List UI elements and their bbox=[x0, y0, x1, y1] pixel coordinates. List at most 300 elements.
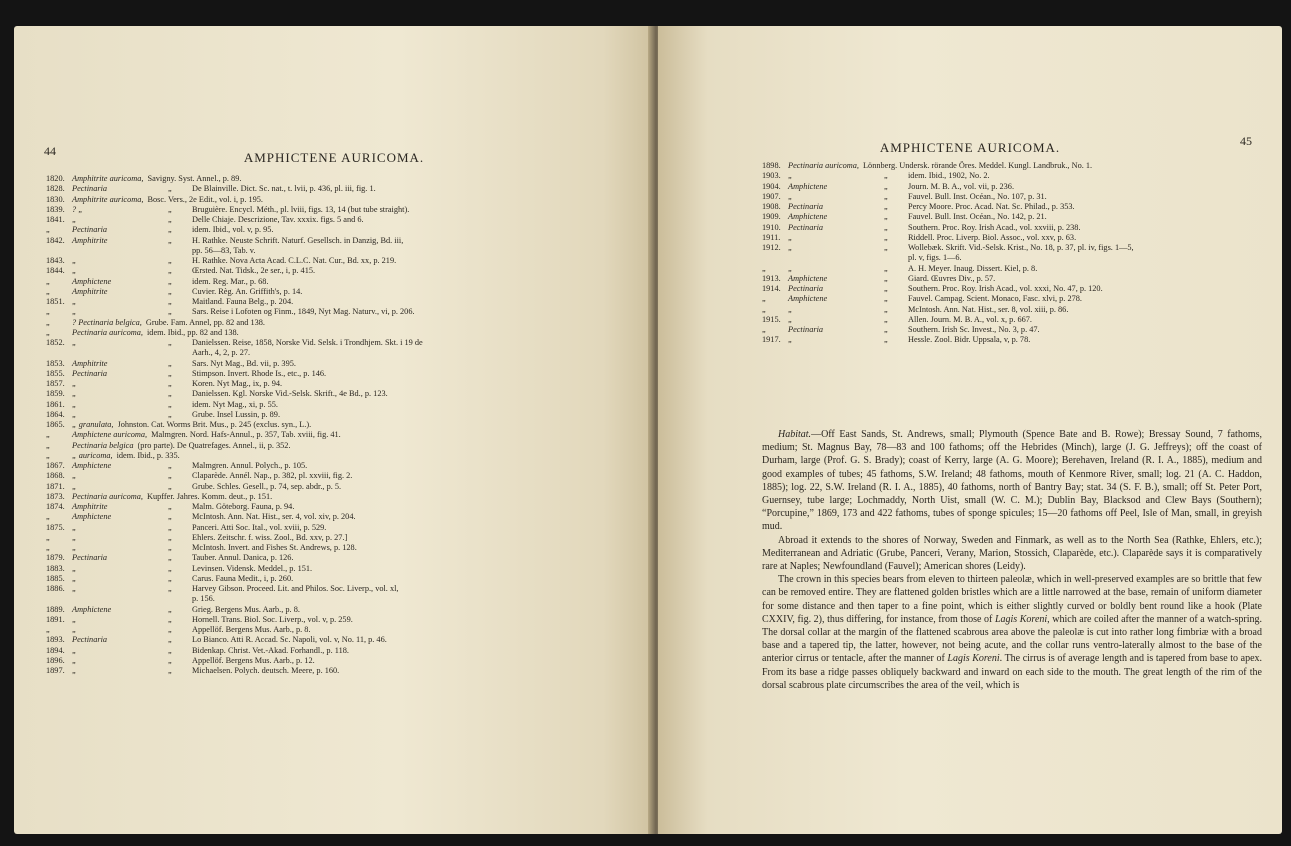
bib-genus: Amphictene bbox=[72, 461, 112, 470]
bib-entry bbox=[46, 266, 611, 276]
bib-entry bbox=[46, 184, 611, 194]
bib-reference: Grube. Fam. Annel, pp. 82 and 138. bbox=[145, 317, 265, 327]
bib-year: 1857. bbox=[46, 379, 65, 388]
bib-entry bbox=[46, 287, 611, 297]
bib-genus: Pectinaria bbox=[788, 325, 824, 334]
bib-genus: „ bbox=[788, 243, 793, 252]
bib-reference: Bosc. Vers., 2e Edit., vol. i, p. 195. bbox=[147, 194, 263, 204]
bib-entry bbox=[46, 584, 611, 594]
bib-year: 1842. bbox=[46, 235, 65, 245]
bib-ditto: „ bbox=[884, 284, 888, 293]
bib-ditto: „ bbox=[168, 307, 172, 317]
bib-reference: idem. Ibid., pp. 82 and 138. bbox=[146, 327, 239, 337]
bib-year: 1843. bbox=[46, 256, 65, 265]
bib-genus: Amphictene bbox=[72, 604, 112, 614]
bib-genus: Pectinaria bbox=[72, 368, 108, 378]
bib-year: „ bbox=[46, 450, 50, 460]
bib-reference: idem. Reg. Mar., p. 68. bbox=[192, 276, 269, 286]
bib-year: 1904. bbox=[762, 181, 781, 191]
bib-year: 1874. bbox=[46, 502, 65, 511]
bib-ditto: „ bbox=[884, 222, 888, 232]
bib-ditto: „ bbox=[168, 563, 172, 573]
bib-ditto: „ bbox=[168, 635, 172, 645]
bib-reference: Hessle. Zool. Bidr. Uppsala, v, p. 78. bbox=[908, 335, 1031, 345]
bib-reference: Lo Bianco. Atti R. Accad. Sc. Napoli, vol. v, No. 11, p. 46. bbox=[192, 635, 387, 645]
bib-entry bbox=[46, 420, 611, 430]
bib-ditto: „ bbox=[884, 212, 888, 222]
bib-year: 1868. bbox=[46, 471, 65, 481]
bib-year: 1828. bbox=[46, 184, 65, 194]
bib-reference: Malmgren. Nord. Hafs-Annul., p. 357, Tab. xviii, fig. 41. bbox=[151, 430, 341, 440]
bib-year: „ bbox=[46, 440, 50, 450]
bib-entry-continuation: pp. 56—83, Tab. v. bbox=[192, 245, 256, 255]
bib-genus: Amphitrite auricoma, bbox=[72, 174, 144, 183]
bib-ditto: „ bbox=[168, 286, 172, 296]
bib-entry bbox=[46, 615, 611, 625]
bib-entry bbox=[46, 635, 611, 645]
bib-genus: Amphictene bbox=[72, 276, 112, 286]
bib-ditto: „ bbox=[168, 614, 172, 624]
bib-reference: Danielssen. Reise, 1858, Norske Vid. Selsk. i Trondhjem. Skt. i 19 de bbox=[192, 338, 423, 347]
bib-ditto: „ bbox=[168, 204, 172, 214]
bib-ditto: „ bbox=[884, 181, 888, 191]
bib-year: 1841. bbox=[46, 215, 65, 224]
bib-genus: „ bbox=[72, 655, 77, 665]
bib-reference: Harvey Gibson. Proceed. Lit. and Philos. Soc. Liverp., vol. xl, bbox=[192, 584, 399, 593]
bib-year: 1883. bbox=[46, 563, 65, 573]
bib-genus: „ bbox=[72, 522, 77, 532]
bib-genus: „ bbox=[788, 191, 793, 201]
bib-genus: „ bbox=[72, 338, 77, 347]
bib-ditto: „ bbox=[168, 502, 172, 511]
bib-year: „ bbox=[762, 294, 766, 304]
bib-genus: Amphictene bbox=[72, 512, 112, 522]
bib-entry bbox=[46, 656, 611, 666]
bib-ditto: „ bbox=[168, 297, 172, 306]
bib-year: „ bbox=[46, 286, 50, 296]
bib-reference: Maitland. Fauna Belg., p. 204. bbox=[192, 297, 294, 306]
bib-entry bbox=[46, 195, 611, 205]
bib-genus: „ bbox=[72, 666, 77, 675]
bib-year: „ bbox=[46, 317, 50, 327]
bib-ditto: „ bbox=[884, 263, 888, 273]
bib-entry bbox=[46, 328, 611, 338]
bib-year: 1830. bbox=[46, 194, 65, 204]
bib-reference: Malm. Göteborg. Fauna, p. 94. bbox=[192, 502, 295, 511]
bib-genus: Amphitrite bbox=[72, 286, 108, 296]
bib-year: 1879. bbox=[46, 553, 65, 563]
bib-year: 1844. bbox=[46, 266, 65, 276]
bib-ditto: „ bbox=[168, 215, 172, 224]
bib-year: 1889. bbox=[46, 604, 65, 614]
bib-ditto: „ bbox=[884, 202, 888, 211]
bib-genus: „ bbox=[788, 171, 793, 181]
bib-year: 1875. bbox=[46, 522, 65, 532]
bib-entry bbox=[762, 264, 1262, 274]
bib-reference: Fauvel. Campag. Scient. Monaco, Fasc. xlvi, p. 278. bbox=[908, 294, 1082, 304]
bib-ditto: „ bbox=[168, 184, 172, 194]
habitat-paragraph bbox=[762, 428, 1262, 534]
bib-genus: „ bbox=[72, 215, 77, 224]
bib-year: 1886. bbox=[46, 584, 65, 593]
bib-genus: „ bbox=[72, 645, 77, 655]
bib-entry bbox=[762, 192, 1262, 202]
bib-year: „ bbox=[762, 325, 766, 334]
bib-reference: Kupffer. Jahres. Komm. deut., p. 151. bbox=[146, 491, 273, 501]
bib-ditto: „ bbox=[168, 481, 172, 491]
bib-ditto: „ bbox=[168, 389, 172, 399]
bib-ditto: „ bbox=[168, 471, 172, 481]
bib-year: „ bbox=[762, 263, 766, 273]
bib-genus: Amphitrite bbox=[72, 235, 108, 245]
bib-year: 1898. bbox=[762, 161, 781, 170]
bib-ditto: „ bbox=[168, 266, 172, 276]
bib-entry-continuation: Aarh., 4, 2, p. 27. bbox=[192, 348, 251, 358]
bib-genus: Pectinaria belgica bbox=[72, 440, 134, 450]
bib-reference: H. Rathke. Nova Acta Acad. C.L.C. Nat. Cur., Bd. xx, p. 219. bbox=[192, 256, 397, 265]
bib-entry bbox=[46, 502, 611, 512]
bib-ditto: „ bbox=[168, 379, 172, 388]
bib-reference: Sars. Nyt Mag., Bd. vii, p. 395. bbox=[192, 358, 296, 368]
bib-reference: Ehlers. Zeitschr. f. wiss. Zool., Bd. xxv, p. 27.] bbox=[192, 532, 348, 542]
bib-ditto: „ bbox=[168, 256, 172, 265]
bib-genus: „ granulata, bbox=[72, 420, 114, 429]
bib-genus: „ bbox=[788, 314, 793, 324]
bib-year: 1910. bbox=[762, 222, 781, 232]
bib-ditto: „ bbox=[884, 294, 888, 304]
bib-genus: Pectinaria bbox=[72, 225, 108, 235]
bib-genus: Amphictene auricoma, bbox=[72, 430, 148, 440]
species-name: Lagis Koreni bbox=[947, 653, 1000, 665]
bib-reference: De Blainville. Dict. Sc. nat., t. lvii, p. 436, pl. iii, fig. 1. bbox=[192, 184, 376, 194]
bib-entry bbox=[46, 451, 611, 461]
bib-entry bbox=[46, 389, 611, 399]
bib-reference: Allen. Journ. M. B. A., vol. x, p. 667. bbox=[908, 314, 1032, 324]
bib-year: 1897. bbox=[46, 666, 65, 675]
bib-reference: (pro parte). De Quatrefages. Annel., ii, p. 352. bbox=[137, 440, 291, 450]
bib-reference: idem. Ibid., 1902, No. 2. bbox=[908, 171, 990, 181]
running-head: AMPHICTENE AURICOMA. bbox=[879, 140, 1061, 155]
bib-genus: ? „ bbox=[72, 204, 83, 214]
bib-ditto: „ bbox=[884, 243, 888, 252]
bib-ditto: „ bbox=[884, 191, 888, 201]
bib-genus: „ bbox=[72, 379, 77, 388]
bib-genus: „ bbox=[72, 481, 77, 491]
bib-ditto: „ bbox=[168, 543, 172, 552]
bib-entry bbox=[46, 543, 611, 553]
bib-year: 1855. bbox=[46, 368, 65, 378]
bib-year: 1864. bbox=[46, 409, 65, 419]
bib-entry bbox=[762, 212, 1262, 222]
bib-genus: Pectinaria bbox=[788, 222, 824, 232]
bib-genus: Amphictene bbox=[788, 294, 828, 304]
bib-reference: Johnston. Cat. Worms Brit. Mus., p. 245 (exclus. syn., L.). bbox=[117, 420, 312, 429]
bib-entry bbox=[762, 182, 1262, 192]
bib-entry bbox=[46, 605, 611, 615]
description-text: , which are coiled after the manner of a watch-spring. The dorsal collar at the margin of the flattened scabrous area above the paleolæ is cut into rather long fimbriæ with a broad base and a tapered tip, the latter, however, not being acute, and the collar runs ventro-laterally almost to the base of the anterior cirrus or tentacle, after the manner of bbox=[762, 613, 1263, 665]
bib-entry bbox=[46, 369, 611, 379]
bib-entry bbox=[46, 441, 611, 451]
bib-year: 1896. bbox=[46, 655, 65, 665]
bib-entry bbox=[46, 205, 611, 215]
bib-reference: Malmgren. Annul. Polych., p. 105. bbox=[192, 461, 308, 470]
bib-entry bbox=[46, 533, 611, 543]
bib-genus: Pectinaria bbox=[788, 284, 824, 293]
bib-year: 1908. bbox=[762, 202, 781, 211]
bib-year: „ bbox=[46, 307, 50, 317]
bib-ditto: „ bbox=[168, 532, 172, 542]
bib-genus: Amphitrite bbox=[72, 502, 108, 511]
bib-year: 1907. bbox=[762, 191, 781, 201]
bib-genus: „ bbox=[72, 409, 77, 419]
right-page bbox=[658, 26, 1282, 834]
page-number: 45 bbox=[1240, 134, 1252, 148]
bib-reference: Southern. Proc. Roy. Irish Acad., vol. xxviii, p. 238. bbox=[908, 222, 1081, 232]
bib-ditto: „ bbox=[168, 584, 172, 593]
species-name: Lagis Koreni bbox=[994, 613, 1048, 625]
bib-entry bbox=[762, 223, 1262, 233]
bib-entry-continuation: p. 156. bbox=[192, 594, 215, 604]
bib-genus: „ bbox=[72, 532, 77, 542]
bib-ditto: „ bbox=[168, 522, 172, 532]
bib-entry bbox=[46, 523, 611, 533]
bib-entry bbox=[762, 243, 1262, 253]
bib-ditto: „ bbox=[884, 273, 888, 283]
bib-ditto: „ bbox=[168, 338, 172, 347]
bib-year: 1912. bbox=[762, 243, 781, 252]
bib-ditto: „ bbox=[168, 461, 172, 470]
habitat-label: Habitat. bbox=[778, 429, 812, 440]
bib-genus: „ bbox=[72, 471, 77, 481]
bib-genus: „ bbox=[72, 307, 77, 317]
bib-entry bbox=[46, 307, 611, 317]
bib-reference: Grube. Schles. Gesell., p. 74, sep. abdr., p. 5. bbox=[192, 481, 342, 491]
bib-genus: „ bbox=[72, 543, 77, 552]
bib-entry bbox=[46, 482, 611, 492]
distribution-paragraph: Abroad it extends to the shores of Norway, Sweden and Finmark, as well as to the North Sea (Rathke, Ehlers, etc.); Mediterranean and Adriatic (Grube, Panceri, Verany, Marion, Stossich, Claparède, etc.). Claparède says it is comparatively rare at Naples; Newfoundland (Fauvel); American shores (Leidy). bbox=[762, 534, 1262, 573]
bib-genus: „ bbox=[72, 389, 77, 399]
bib-year: „ bbox=[46, 543, 50, 552]
bib-entry bbox=[46, 564, 611, 574]
bib-entry bbox=[46, 297, 611, 307]
bib-year: 1865. bbox=[46, 420, 65, 429]
bib-ditto: „ bbox=[884, 171, 888, 181]
bib-year: 1873. bbox=[46, 491, 65, 501]
bib-entry bbox=[46, 512, 611, 522]
bib-year: „ bbox=[46, 532, 50, 542]
bib-reference: Riddell. Proc. Liverp. Biol. Assoc., vol. xxv, p. 63. bbox=[908, 232, 1077, 242]
bib-year: „ bbox=[762, 304, 766, 314]
bib-reference: Lönnberg. Undersk. rörande Öres. Meddel. Kungl. Landbruk., No. 1. bbox=[862, 161, 1093, 170]
bib-year: 1913. bbox=[762, 273, 781, 283]
bib-entry bbox=[46, 574, 611, 584]
bib-reference: Panceri. Atti Soc. Ital., vol. xviii, p. 529. bbox=[192, 522, 327, 532]
bib-entry bbox=[46, 256, 611, 266]
bib-year: „ bbox=[46, 327, 50, 337]
bib-entry bbox=[762, 284, 1262, 294]
bib-year: 1894. bbox=[46, 645, 65, 655]
bibliography-list bbox=[46, 174, 611, 676]
bib-genus: „ bbox=[72, 399, 77, 409]
bib-year: 1871. bbox=[46, 481, 65, 491]
bib-ditto: „ bbox=[168, 235, 172, 245]
bib-reference: Southern. Proc. Roy. Irish Acad., vol. xxxi, No. 47, p. 120. bbox=[908, 284, 1103, 293]
bib-genus: „ bbox=[72, 563, 77, 573]
bib-genus: ? Pectinaria belgica, bbox=[72, 317, 142, 327]
bib-entry bbox=[46, 666, 611, 676]
bib-genus: „ bbox=[72, 625, 77, 634]
bib-entry bbox=[762, 202, 1262, 212]
bib-reference: Cuvier. Règ. An. Griffith's, p. 14. bbox=[192, 286, 303, 296]
bib-reference: Giard. Œuvres Div., p. 57. bbox=[908, 273, 996, 283]
bib-entry bbox=[762, 325, 1262, 335]
bib-reference: Appellöf. Bergens Mus. Aarb., p. 12. bbox=[192, 655, 315, 665]
bib-year: 1851. bbox=[46, 297, 65, 306]
bib-year: 1909. bbox=[762, 212, 781, 222]
bib-genus: „ auricoma, bbox=[72, 450, 113, 460]
bib-entry bbox=[762, 294, 1262, 304]
bib-entry bbox=[46, 318, 611, 328]
bib-entry bbox=[762, 315, 1262, 325]
bib-reference: Bidenkap. Christ. Vet.-Akad. Forhandl., p. 118. bbox=[192, 645, 349, 655]
bib-entry bbox=[46, 379, 611, 389]
bib-genus: „ bbox=[72, 614, 77, 624]
bib-reference: McIntosh. Ann. Nat. Hist., ser. 4, vol. xiv, p. 204. bbox=[192, 512, 356, 522]
bib-reference: Œrsted. Nat. Tidsk., 2e ser., i, p. 415. bbox=[192, 266, 316, 276]
bib-entry bbox=[46, 338, 611, 348]
bib-ditto: „ bbox=[168, 399, 172, 409]
bib-reference: Carus. Fauna Medit., i, p. 260. bbox=[192, 573, 294, 583]
bib-reference: Grieg. Bergens Mus. Aarb., p. 8. bbox=[192, 604, 300, 614]
bib-genus: Pectinaria auricoma, bbox=[72, 491, 143, 501]
bib-entry bbox=[46, 430, 611, 440]
bib-entry bbox=[46, 236, 611, 246]
bib-entry bbox=[46, 225, 611, 235]
bib-reference: idem. Nyt Mag., xi, p. 55. bbox=[192, 399, 278, 409]
bib-entry bbox=[46, 625, 611, 635]
bib-genus: „ bbox=[72, 584, 77, 593]
running-head: AMPHICTENE AURICOMA. bbox=[243, 150, 425, 165]
bib-entry bbox=[46, 277, 611, 287]
bib-genus: Amphictene bbox=[788, 181, 828, 191]
bib-ditto: „ bbox=[168, 655, 172, 665]
bib-year: 1917. bbox=[762, 335, 781, 345]
bib-entry bbox=[762, 171, 1262, 181]
bib-year: „ bbox=[46, 625, 50, 634]
bib-genus: „ bbox=[72, 256, 77, 265]
bib-genus: Pectinaria bbox=[72, 184, 108, 194]
bib-year: 1859. bbox=[46, 389, 65, 399]
bib-entry bbox=[762, 305, 1262, 315]
bib-entry bbox=[46, 553, 611, 563]
bib-ditto: „ bbox=[168, 645, 172, 655]
bib-ditto: „ bbox=[168, 358, 172, 368]
bib-year: 1861. bbox=[46, 399, 65, 409]
bib-genus: Pectinaria bbox=[72, 635, 108, 645]
bib-ditto: „ bbox=[884, 325, 888, 334]
bib-genus: „ bbox=[788, 304, 793, 314]
bib-genus: „ bbox=[788, 335, 793, 345]
bib-reference: Appellöf. Bergens Mus. Aarb., p. 8. bbox=[192, 625, 311, 634]
bib-genus: „ bbox=[72, 297, 77, 306]
bib-entry bbox=[46, 492, 611, 502]
bibliography-list bbox=[762, 161, 1262, 346]
bib-ditto: „ bbox=[168, 604, 172, 614]
bib-ditto: „ bbox=[168, 409, 172, 419]
description-text: The crown in this species bears from eleven to thirteen paleolæ, which in well-preserved examples are so brittle that few can be removed entire. They are flattened golden bristles which are a little narrowed at the base, remain of uniform diameter for some distance and then taper to a fine point, which is either slightly curved or boldly bent round like a hook (Plate CXXIV, fig. 2), thus differing, for instance, from those of bbox=[762, 574, 1262, 625]
bib-ditto: „ bbox=[168, 573, 172, 583]
bib-reference: Hornell. Trans. Biol. Soc. Liverp., vol. v, p. 259. bbox=[192, 614, 353, 624]
bib-year: 1852. bbox=[46, 338, 65, 347]
bib-reference: Tauber. Annul. Danica, p. 126. bbox=[192, 553, 294, 563]
bib-ditto: „ bbox=[884, 314, 888, 324]
bib-reference: Wollebæk. Skrift. Vid.-Selsk. Krist., No. 18, p. 37, pl. iv, figs. 1—5, bbox=[908, 243, 1134, 252]
bib-ditto: „ bbox=[168, 276, 172, 286]
bib-entry bbox=[46, 471, 611, 481]
bib-reference: Sars. Reise i Lofoten og Finm., 1849, Nyt Mag. Naturv., vi, p. 206. bbox=[192, 307, 415, 317]
bib-genus: Pectinaria auricoma, bbox=[788, 161, 859, 170]
left-page bbox=[14, 26, 654, 834]
bib-entry bbox=[46, 646, 611, 656]
bib-reference: Koren. Nyt Mag., ix, p. 94. bbox=[192, 379, 283, 388]
bib-ditto: „ bbox=[168, 666, 172, 675]
bib-year: „ bbox=[46, 276, 50, 286]
bib-reference: Levinsen. Vidensk. Meddel., p. 151. bbox=[192, 563, 313, 573]
habitat-body: —Off East Sands, St. Andrews, small; Plymouth (Spence Bate and B. Rowe); Bressay Sound, 7 fathoms, medium; St. Magnus Bay, 78—83 and 100 fathoms; off the Hebrides (Minch), large (J. G. Jeffreys); off the coast of Durham, large (Prof. G. S. Brady); coast of Kerry, large (A. G. Moore); Berehaven, Ireland (R. I. A., 1885), medium and good examples of tubes; 45 fathoms, S.W. Ireland; 48 fathoms, mouth of Kenmore River, small; log. 21 (A. C. Haddon, 1885); log. 22, S.W. Ireland (R. I. A., 1885), 40 fathoms, north of Bantry Bay; stat. 34 (S. F. B.), small; off St. Peter Port, Guernsey, tube large; Lochmaddy, North Uist, small (W. C. M.); Dublin Bay, Blacksod and Clew Bays (Southern); “Porcupine,” 1869, 173 and 422 fathoms, tubes of sponge spicules; 15—20 fathoms off Peel, Isle of Man, small, in greyish mud. bbox=[762, 429, 1262, 533]
bib-ditto: „ bbox=[168, 553, 172, 563]
bib-reference: idem. Ibid., vol. v, p. 95. bbox=[192, 225, 274, 235]
bib-entry bbox=[762, 161, 1262, 171]
bib-entry bbox=[762, 274, 1262, 284]
bib-reference: McIntosh. Invert. and Fishes St. Andrews, p. 128. bbox=[192, 543, 357, 552]
bib-reference: Southern. Irish Sc. Invest., No. 3, p. 47. bbox=[908, 325, 1040, 334]
bib-genus: Amphitrite auricoma, bbox=[72, 194, 144, 204]
bib-ditto: „ bbox=[168, 368, 172, 378]
bib-entry-continuation: pl. v, figs. 1—6. bbox=[908, 253, 962, 263]
bib-reference: Journ. M. B. A., vol. vii, p. 236. bbox=[908, 181, 1015, 191]
bib-year: 1839. bbox=[46, 204, 65, 214]
bib-year: 1853. bbox=[46, 358, 65, 368]
description-text: . The cirrus is of average length and is tapered from base to apex. From its base a ridge passes obliquely backward and inward on each side to the mouth. The great length of the rim of the dorsal scabrous plate circumscribes the area of the veil, which is bbox=[762, 653, 1263, 691]
bib-year: 1893. bbox=[46, 635, 65, 645]
bib-entry bbox=[762, 335, 1262, 345]
bib-year: 1885. bbox=[46, 573, 65, 583]
bib-reference: Stimpson. Invert. Rhode Is., etc., p. 146. bbox=[192, 368, 327, 378]
bib-genus: „ bbox=[788, 263, 793, 273]
body-text bbox=[762, 428, 1262, 692]
bib-ditto: „ bbox=[168, 225, 172, 235]
bib-entry bbox=[46, 174, 611, 184]
bib-genus: „ bbox=[72, 266, 77, 276]
bib-ditto: „ bbox=[168, 512, 172, 522]
bib-year: 1867. bbox=[46, 461, 65, 470]
bib-reference: Bruguière. Encycl. Méth., pl. lviii, figs. 13, 14 (but tube straight). bbox=[192, 204, 410, 214]
bib-genus: „ bbox=[72, 573, 77, 583]
bib-reference: Fauvel. Bull. Inst. Océan., No. 142, p. 21. bbox=[908, 212, 1047, 222]
bib-year: „ bbox=[46, 512, 50, 522]
bib-entry bbox=[762, 233, 1262, 243]
bib-ditto: „ bbox=[884, 232, 888, 242]
bib-reference: McIntosh. Ann. Nat. Hist., ser. 8, vol. xiii, p. 86. bbox=[908, 304, 1069, 314]
bib-genus: Amphictene bbox=[788, 212, 828, 222]
bib-entry bbox=[46, 461, 611, 471]
bib-year: 1915. bbox=[762, 314, 781, 324]
bib-year: 1903. bbox=[762, 171, 781, 181]
bib-genus: Pectinaria bbox=[72, 553, 108, 563]
bib-entry bbox=[46, 400, 611, 410]
page-number: 44 bbox=[44, 144, 56, 158]
bib-year: 1914. bbox=[762, 284, 781, 293]
